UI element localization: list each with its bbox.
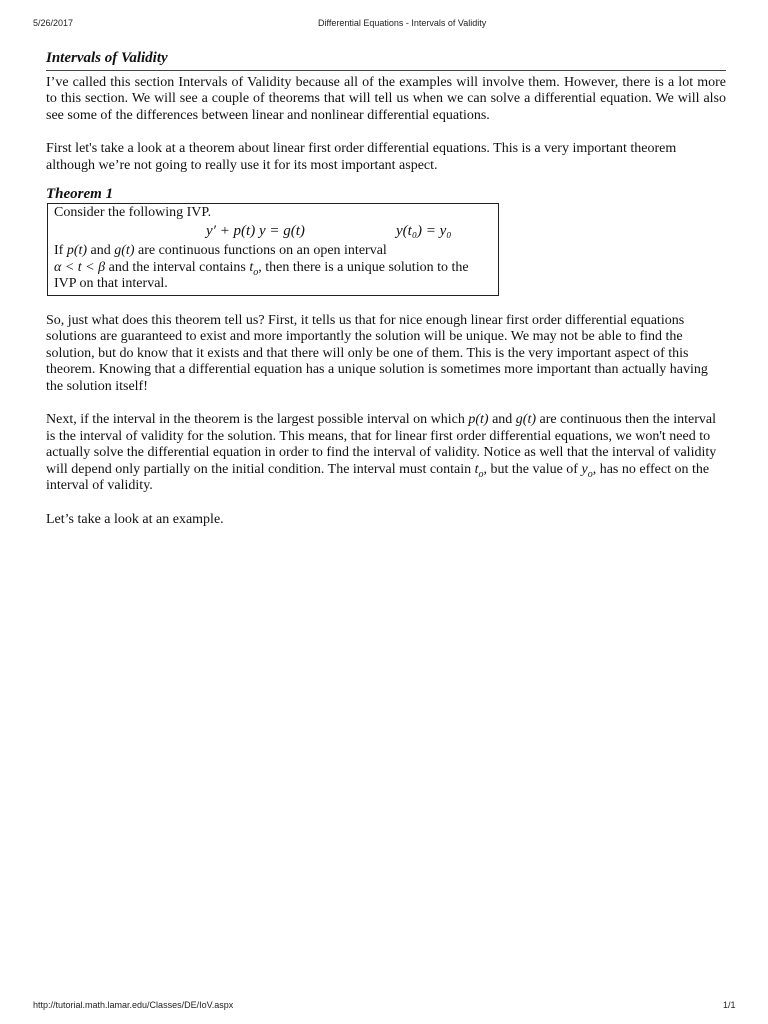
t-naught-inline: t	[474, 461, 479, 477]
ode-equation: y′ + p(t) y = g(t)	[206, 223, 305, 239]
contains-text: and the interval contains	[105, 259, 250, 275]
g-of-t: g(t)	[114, 243, 135, 258]
section-title: Intervals of Validity	[46, 50, 726, 71]
p-of-t-inline: p(t)	[468, 412, 489, 427]
t-naught-inline-subscript: o	[478, 468, 484, 480]
theorem-equation-line	[54, 221, 492, 243]
example-lead-paragraph: Let’s take a look at an example.	[46, 511, 224, 527]
theorem-condition	[54, 243, 492, 260]
y-naught-inline: y	[581, 461, 588, 477]
intro-paragraph: I’ve called this section Intervals of Validity because all of the examples will involve them. However, there is a lot more to this section. We will see a couple of theorems that will tell us when we can solve a differential equation. We will also see some of the differences between linear and nonlinear differential equations.	[46, 74, 726, 123]
initial-condition: y(t₀) = y₀	[396, 223, 452, 239]
t-naught-subscript: o	[253, 266, 259, 278]
interval-text-b: are continuous then the interval is the interval of validity for the solution. This means, that for linear first order differential equations, we won't need to actually solve the differential equation in order to find the interval of validity. Notice as well that the interval of validity will depend only partially on the initial condition. The interval must contain	[46, 412, 717, 477]
interval-text-d: , has no effect on the interval of validity.	[46, 461, 710, 493]
cond-if-text: If	[54, 243, 67, 258]
theorem-meaning-paragraph: So, just what does this theorem tell us? First, it tells us that for nice enough linear first order differential equations solutions are guaranteed to exist and more importantly the solution will be unique. We may not be able to find the solution, but do know that it exists and that there will only be one of them. This is the very important aspect of this theorem. Knowing that a differential equation has a unique solution is sometimes more important than actually having the solution itself!	[46, 312, 708, 394]
p-of-t: p(t)	[66, 243, 88, 258]
page-content	[46, 50, 726, 528]
interval-text-a: Next, if the interval in the theorem is the largest possible interval on which	[46, 412, 469, 427]
interval-text-c: , but the value of	[483, 461, 582, 477]
open-interval: α < t < β	[54, 259, 106, 275]
theorem-title: Theorem 1	[46, 186, 114, 202]
theorem-intro: Consider the following IVP.	[54, 204, 212, 220]
unique-text: , then there is a unique solution to the IVP on that interval.	[54, 259, 469, 291]
and-inline: and	[488, 412, 516, 427]
print-title: Differential Equations - Intervals of Validity	[318, 18, 487, 28]
cond-rest-text: are continuous functions on an open interval	[134, 243, 387, 258]
y-naught-inline-subscript: o	[587, 468, 593, 480]
theorem-conclusion	[54, 260, 492, 293]
lead-in-paragraph: First let's take a look at a theorem about linear first order differential equations. This is a very important theorem although we’re not going to really use it for its most important aspect.	[46, 141, 677, 173]
print-url: http://tutorial.math.lamar.edu/Classes/DE/IoV.aspx	[33, 1000, 234, 1010]
print-date: 5/26/2017	[33, 18, 74, 28]
and-text: and	[87, 243, 115, 258]
page-number: 1/1	[723, 1000, 736, 1010]
theorem-box	[47, 203, 499, 296]
interval-paragraph	[46, 412, 726, 495]
g-of-t-inline: g(t)	[515, 412, 537, 427]
t-naught: t	[249, 259, 254, 275]
